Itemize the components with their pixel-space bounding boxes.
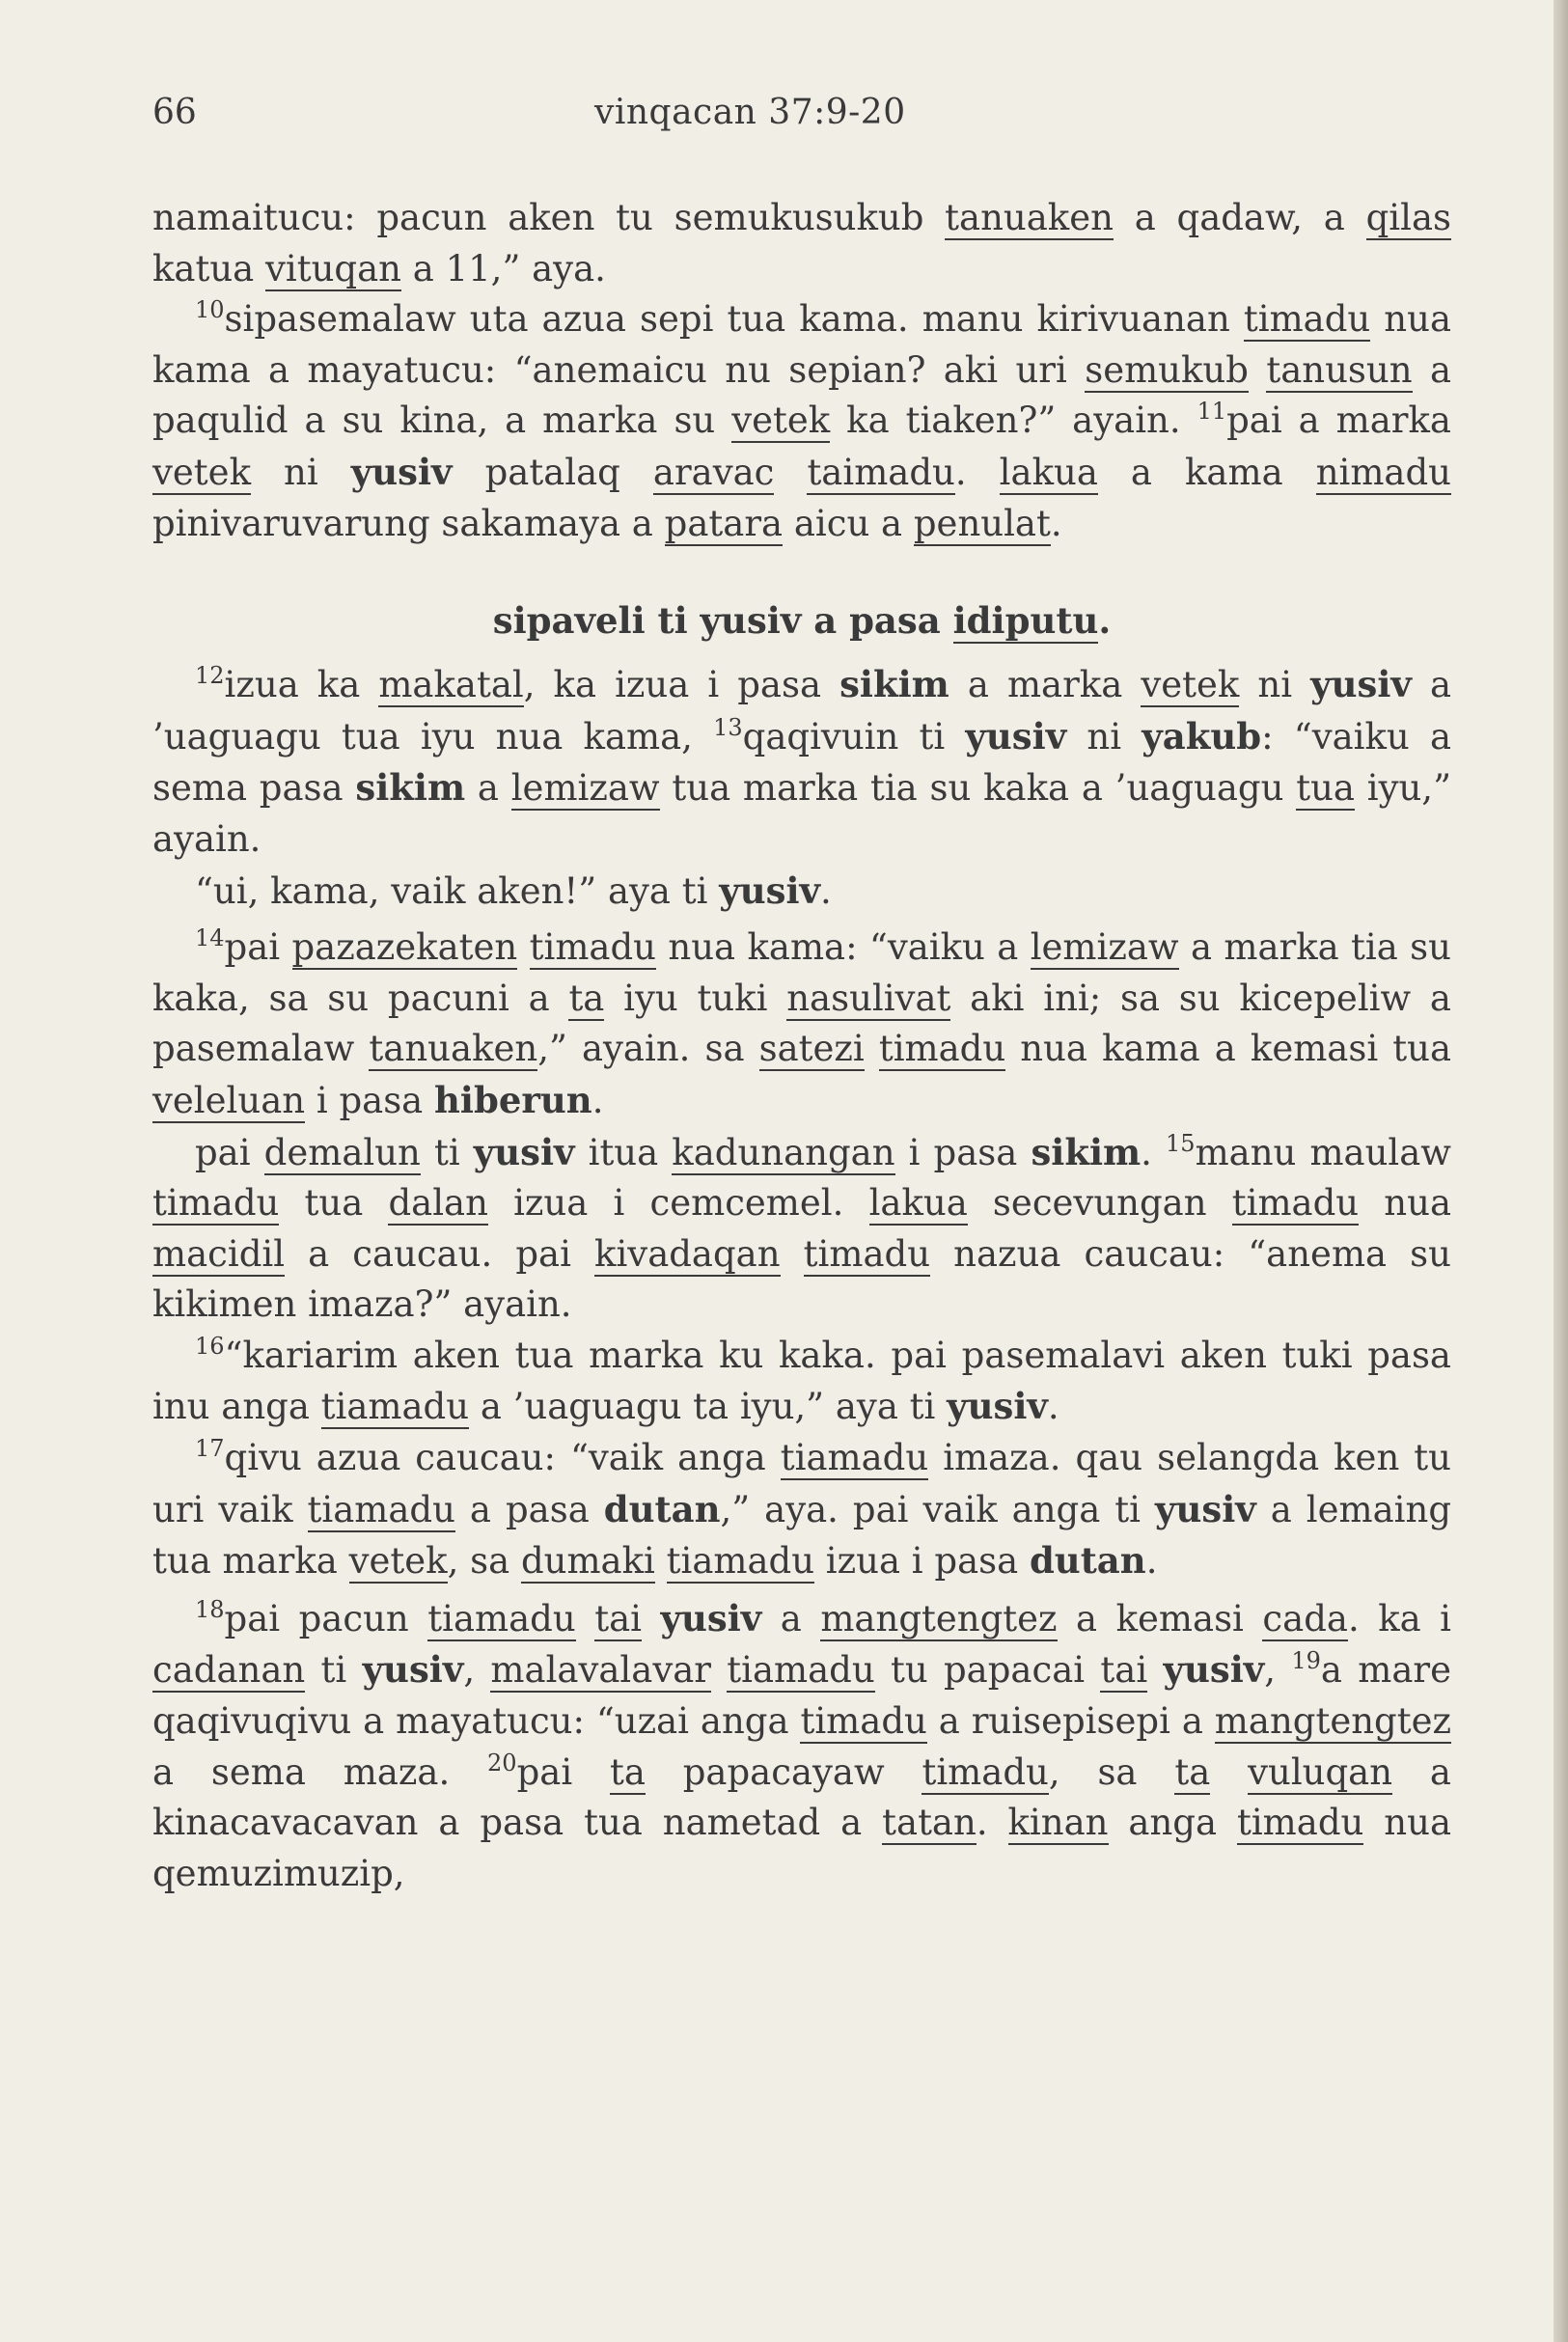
text-run: . [1098, 599, 1112, 643]
underlined-word: vetek [731, 400, 831, 442]
text-run: . [591, 1079, 604, 1121]
bold-term: yusiv [1163, 1648, 1265, 1692]
text-run: . ka i [1347, 1597, 1452, 1639]
text-run: pai a marka [1226, 400, 1451, 442]
underlined-word: vuluqan [1248, 1750, 1393, 1793]
text-run: pai [224, 926, 292, 969]
verse-number: 20 [487, 1749, 517, 1777]
underlined-word: ta [609, 1750, 646, 1793]
text-run: a 11,” aya. [401, 247, 606, 289]
section-heading [152, 595, 1451, 646]
text-run: ,” ayain. sa [537, 1028, 759, 1070]
underlined-word: ta [568, 977, 605, 1019]
text-run [517, 926, 529, 968]
text-run: nua kama a kemasi tua [1005, 1028, 1452, 1070]
text-run: pai pacun [224, 1597, 428, 1639]
bold-term: sikim [1031, 1130, 1142, 1173]
page-number: 66 [152, 93, 197, 132]
verse-number: 13 [713, 713, 743, 741]
text-run: manu maulaw [1195, 1131, 1451, 1173]
paragraph [152, 1433, 1451, 1587]
text-run [711, 1649, 727, 1691]
verse-number: 17 [195, 1435, 225, 1463]
text-run: imaza. qau selangda ken tu uri vaik [152, 1437, 1451, 1530]
underlined-word: dalan [388, 1182, 488, 1225]
underlined-word: qilas [1365, 197, 1451, 238]
underlined-word: ta [1174, 1750, 1211, 1793]
text-run: aki ini; sa su kicepeliw a pasemalaw [152, 977, 1451, 1070]
text-run: izua i pasa [814, 1540, 1030, 1583]
text-run: izua ka [224, 664, 379, 706]
underlined-word: nimadu [1315, 451, 1452, 493]
text-run: a marka [949, 664, 1142, 706]
underlined-word: tiamadu [427, 1597, 576, 1639]
text-run: , ka izua i pasa [523, 664, 840, 706]
underlined-word: lemizaw [1030, 926, 1179, 969]
text-run: ti [305, 1649, 363, 1692]
paragraph [152, 294, 1451, 549]
text-run: iyu,” ayain. [152, 767, 1451, 860]
text-run: nazua caucau: “anema su kikimen imaza?” ayain. [152, 1232, 1452, 1326]
text-run: . [954, 451, 1000, 493]
text-run: , sa [1048, 1750, 1175, 1793]
bold-term: dutan [603, 1487, 721, 1530]
text-run [642, 1598, 661, 1639]
bold-term: yusiv [1310, 663, 1412, 706]
text-run: . [1141, 1131, 1167, 1173]
text-run: secevungan [967, 1182, 1232, 1225]
underlined-word: cadanan [152, 1649, 306, 1692]
verse-number: 11 [1197, 398, 1227, 426]
text-run: ka tiaken?” ayain. [830, 400, 1197, 442]
bold-term: yusiv [1154, 1487, 1256, 1530]
text-run [865, 1028, 879, 1069]
underlined-word: tiamadu [780, 1437, 929, 1479]
underlined-word: dumaki [520, 1540, 655, 1583]
underlined-word: lemizaw [510, 767, 660, 810]
text-run: tua marka tia su kaka a ’uaguagu [659, 767, 1297, 810]
paragraph [152, 1127, 1451, 1331]
underlined-word: nasulivat [786, 977, 951, 1019]
underlined-word: timadu [1243, 298, 1371, 341]
text-run: anga [1108, 1802, 1237, 1844]
bold-term: yusiv [947, 1385, 1048, 1428]
text-run: pai [516, 1750, 610, 1793]
underlined-word: timadu [1236, 1802, 1364, 1844]
text-run: , [463, 1649, 491, 1692]
verse-number: 12 [195, 662, 225, 690]
underlined-word: tanuaken [945, 197, 1114, 238]
text-run: a caucau. pai [285, 1232, 595, 1275]
text-run: patalaq [452, 451, 653, 493]
text-run: ni [1239, 664, 1311, 706]
text-run [655, 1540, 667, 1582]
paragraph [152, 1331, 1451, 1433]
underlined-word: timadu [1231, 1182, 1360, 1225]
underlined-word: tiamadu [727, 1649, 875, 1692]
text-run: a [465, 767, 511, 810]
bold-term: yusiv [350, 450, 453, 493]
text-run: . [976, 1802, 1008, 1844]
underlined-word: timadu [152, 1182, 280, 1225]
underlined-word: taimadu [807, 451, 955, 493]
underlined-word: idiputu [952, 599, 1099, 643]
text-run: a qadaw, a [1113, 197, 1366, 238]
text-run: izua i cemcemel. [487, 1182, 869, 1225]
text-run: . [820, 869, 832, 912]
text-run: a ’uaguagu ta iyu,” aya ti [469, 1386, 948, 1428]
text-run: pai [195, 1131, 264, 1173]
verse-number: 14 [195, 924, 225, 952]
bold-term: sikim [355, 766, 466, 810]
underlined-word: vetek [152, 451, 251, 493]
text-run: namaitucu: pacun aken tu semukusukub [152, 197, 946, 238]
underlined-word: vituqan [265, 247, 402, 289]
text-run: a kemasi [1057, 1597, 1263, 1639]
text-run: a mare qaqivuqivu a mayatucu: “uzai anga [152, 1649, 1451, 1743]
text-run: , sa [447, 1540, 521, 1583]
bold-term: dutan [1029, 1539, 1146, 1583]
underlined-word: patara [664, 502, 784, 544]
text-run: qivu azua caucau: “vaik anga [224, 1437, 781, 1479]
text-run: ,” aya. pai vaik anga ti [720, 1488, 1155, 1530]
verse-number: 18 [195, 1595, 225, 1623]
underlined-word: tai [594, 1597, 642, 1639]
text-run: sipasemalaw uta azua sepi tua kama. manu kirivuanan [224, 298, 1244, 341]
text-run: itua [574, 1131, 673, 1173]
underlined-word: aravac [652, 451, 775, 493]
text-run: nua qemuzimuzip, [152, 1802, 1451, 1894]
bold-term: yakub [1142, 714, 1262, 758]
text-run: . [1047, 1386, 1059, 1428]
text-run: , [1264, 1649, 1292, 1692]
text-run: a kama [1097, 451, 1316, 493]
underlined-word: macidil [152, 1232, 286, 1275]
underlined-word: mangtengtez [820, 1597, 1058, 1639]
text-run: a marka tia su kaka, sa su pacuni a [152, 926, 1452, 1019]
text-run [1249, 349, 1266, 391]
page-header [152, 89, 1450, 137]
text-run: iyu tuki [604, 977, 787, 1019]
underlined-word: malavalavar [490, 1649, 711, 1692]
text-run: a lemaing tua marka [152, 1488, 1452, 1583]
underlined-word: timadu [922, 1750, 1049, 1793]
text-run: qaqivuin ti [742, 715, 966, 758]
underlined-word: tiamadu [666, 1540, 815, 1583]
underlined-word: timadu [529, 926, 657, 969]
verse-number: 19 [1291, 1647, 1321, 1675]
text-run: nua kama: “vaiku a [656, 926, 1031, 969]
paragraph [152, 659, 1451, 865]
text-run: nua [1359, 1182, 1452, 1225]
text-run: i pasa [894, 1131, 1032, 1173]
bold-term: yusiv [362, 1648, 464, 1692]
text-run: a [761, 1597, 821, 1639]
text-run: a paqulid a su kina, a marka su [152, 348, 1451, 442]
text-run: . [1050, 502, 1062, 544]
text-run: sipaveli ti yusiv a pasa [492, 599, 953, 643]
text-run: a kinacavacavan a pasa tua nametad a [152, 1750, 1451, 1844]
verse-number: 16 [195, 1332, 225, 1360]
underlined-word: satezi [758, 1028, 865, 1070]
underlined-word: timadu [803, 1232, 931, 1275]
text-run: aicu a [783, 502, 914, 544]
underlined-word: tanuaken [369, 1028, 538, 1070]
underlined-word: semukub [1085, 348, 1249, 391]
paragraph [152, 866, 1451, 918]
underlined-word: kadunangan [672, 1131, 895, 1173]
paragraph [152, 1593, 1451, 1900]
text-run: : “vaiku a sema pasa [152, 715, 1452, 810]
paragraph [152, 923, 1451, 1126]
underlined-word: lakua [868, 1182, 968, 1225]
underlined-word: kinan [1007, 1802, 1109, 1844]
underlined-word: tatan [882, 1802, 977, 1844]
underlined-word: veleluan [152, 1079, 306, 1121]
text-run: tua [279, 1182, 389, 1225]
underlined-word: vetek [348, 1540, 448, 1583]
text-run: tu papacai [874, 1649, 1101, 1692]
text-run: a ruisepisepi a [926, 1700, 1215, 1743]
underlined-word: lakua [999, 451, 1098, 493]
underlined-word: tiamadu [307, 1488, 455, 1530]
underlined-word: vetek [1141, 664, 1240, 706]
text-run: “ui, kama, vaik aken!” aya ti [195, 869, 720, 912]
running-title: vinqacan 37:9-20 [594, 93, 906, 132]
underlined-word: timadu [878, 1028, 1006, 1070]
underlined-word: demalun [263, 1131, 421, 1173]
underlined-word: timadu [800, 1700, 927, 1743]
bold-term: sikim [839, 663, 949, 706]
underlined-word: kivadaqan [594, 1232, 781, 1275]
underlined-word: cada [1262, 1597, 1348, 1639]
text-run [1147, 1649, 1163, 1691]
verse-number: 10 [195, 296, 225, 324]
text-run: ni [1066, 715, 1142, 758]
text-run: “kariarim aken tua marka ku kaka. pai pasemalavi aken tuki pasa inu anga [152, 1334, 1451, 1428]
text-run [576, 1598, 595, 1639]
text-run: a pasa [454, 1488, 604, 1530]
underlined-word: mangtengtez [1214, 1700, 1451, 1743]
text-run: a ’uaguagu tua iyu nua kama, [152, 664, 1452, 758]
text-run [1210, 1751, 1248, 1793]
text-run: ti [420, 1131, 474, 1173]
underlined-word: tai [1100, 1649, 1148, 1692]
underlined-word: tiamadu [320, 1386, 470, 1428]
text-run: nua kama a mayatucu: “anemaicu nu sepian? aki uri [152, 298, 1452, 391]
underlined-word: tua [1296, 767, 1355, 810]
text-run: . [1145, 1540, 1158, 1583]
paragraph [152, 193, 1451, 294]
text-run [774, 452, 807, 493]
underlined-word: penulat [913, 502, 1051, 544]
underlined-word: pazazekaten [291, 926, 518, 969]
underlined-word: makatal [378, 664, 524, 706]
page-body [152, 193, 1451, 1899]
bold-term: hiberun [434, 1078, 592, 1121]
bold-term: yusiv [965, 714, 1067, 758]
text-run: ni [251, 451, 351, 493]
bold-term: yusiv [473, 1130, 575, 1173]
bold-term: yusiv [660, 1596, 762, 1639]
text-run: i pasa [305, 1079, 435, 1121]
verse-number: 15 [1166, 1129, 1196, 1157]
text-run [781, 1233, 804, 1275]
text-run: a sema maza. [152, 1750, 488, 1793]
underlined-word: tanusun [1266, 348, 1413, 391]
page-edge [1554, 0, 1568, 2342]
bold-term: yusiv [719, 868, 821, 912]
text-run: pinivaruvarung sakamaya a [152, 502, 665, 544]
text-run: papacayaw [645, 1750, 922, 1793]
text-run: katua [152, 247, 265, 289]
